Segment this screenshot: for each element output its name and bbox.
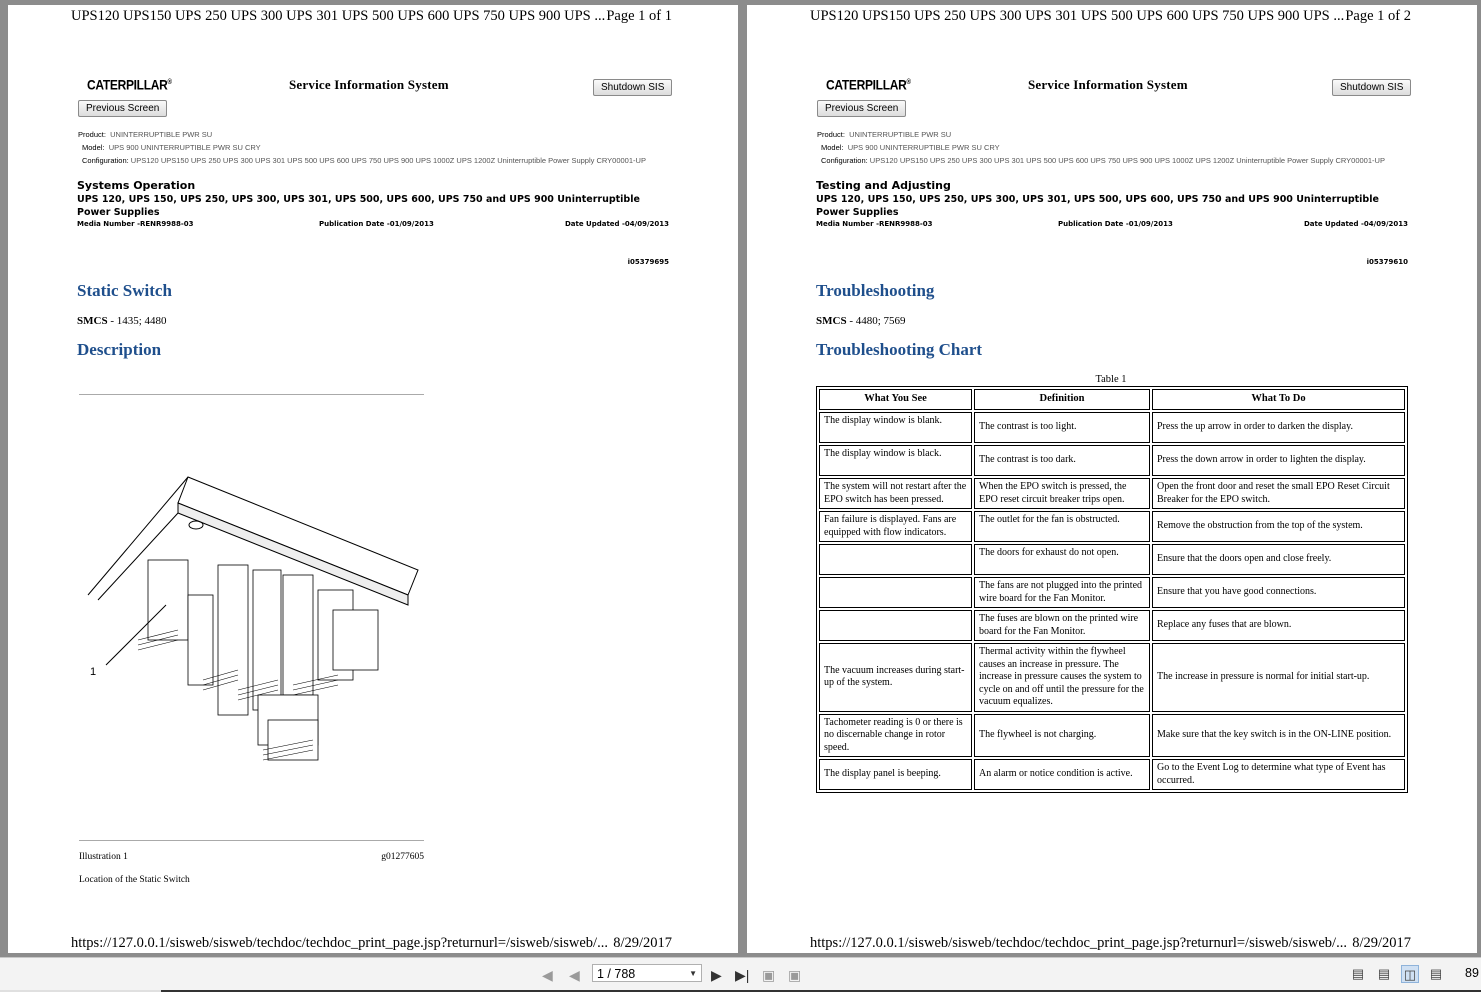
smcs-code: SMCS - 1435; 4480 xyxy=(77,315,167,327)
product-line: Product: UNINTERRUPTIBLE PWR SU xyxy=(817,130,952,139)
table-row xyxy=(819,544,1405,575)
page-number: Page 1 of 1 xyxy=(606,8,672,24)
date-updated: Date Updated -04/09/2013 xyxy=(1303,220,1408,228)
product-line: Product: UNINTERRUPTIBLE PWR SU xyxy=(78,130,213,139)
table-cell xyxy=(819,610,972,641)
footer-date: 8/29/2017 xyxy=(613,935,672,951)
table-row xyxy=(819,759,1405,790)
footer-url: https://127.0.0.1/sisweb/sisweb/techdoc/techdoc_print_page.jsp?returnurl=/sisweb/sisweb/... xyxy=(71,935,608,951)
illustration-label: Illustration 1 xyxy=(79,852,128,862)
column-header: What You See xyxy=(819,389,972,410)
first-page-icon[interactable]: ◀​ xyxy=(542,967,553,983)
document-page-2 xyxy=(747,5,1477,953)
table-row xyxy=(819,714,1405,758)
media-number: Media Number -RENR9988-03 xyxy=(77,220,194,228)
table-row xyxy=(819,445,1405,476)
table-cell: Thermal activity within the flywheel causes an increase in pressure. The increase in pressure causes the system to cycle on and off until the pressure for the vacuum equalizes. xyxy=(974,643,1150,712)
table-cell: The vacuum increases during start-up of the system. xyxy=(819,643,972,712)
document-page-1 xyxy=(8,5,738,953)
single-page-icon[interactable]: ▤ xyxy=(1351,966,1365,981)
footer-url: https://127.0.0.1/sisweb/sisweb/techdoc/techdoc_print_page.jsp?returnurl=/sisweb/sisweb/... xyxy=(810,935,1347,951)
table-cell: Remove the obstruction from the top of the system. xyxy=(1152,511,1405,542)
divider xyxy=(79,840,424,841)
previous-screen-button[interactable]: Previous Screen xyxy=(817,100,906,117)
page-number: Page 1 of 2 xyxy=(1345,8,1411,24)
model-line: Model: UPS 900 UNINTERRUPTIBLE PWR SU CRY xyxy=(82,143,261,152)
two-page-icon[interactable]: ◫ xyxy=(1401,965,1419,983)
next-page-icon[interactable]: ▶ xyxy=(711,967,722,983)
illustration-caption xyxy=(79,852,424,862)
prev-page-icon[interactable]: ◀ xyxy=(569,967,580,983)
continuous-icon[interactable]: ▤ xyxy=(1377,966,1391,981)
table-cell: Fan failure is displayed. Fans are equipped with flow indicators. xyxy=(819,511,972,542)
page-footer xyxy=(8,935,738,953)
page-header xyxy=(747,8,1477,28)
table-row xyxy=(819,577,1405,608)
troubleshooting-table xyxy=(816,386,1408,793)
table-cell: The display panel is beeping. xyxy=(819,759,972,790)
page-header xyxy=(8,8,738,28)
illustration-description: Location of the Static Switch xyxy=(79,875,190,885)
fit-icon[interactable]: ▣ xyxy=(788,967,802,983)
viewer-toolbar xyxy=(0,957,1481,992)
table-cell: When the EPO switch is pressed, the EPO reset circuit breaker trips open. xyxy=(974,478,1150,509)
media-number: Media Number -RENR9988-03 xyxy=(816,220,933,228)
smcs-code: SMCS - 4480; 7569 xyxy=(816,315,906,327)
publication-date: Publication Date -01/09/2013 xyxy=(319,220,434,228)
document-title: UPS 120, UPS 150, UPS 250, UPS 300, UPS 301, UPS 500, UPS 600, UPS 750 and UPS 900 Uninterruptible Power Supplies xyxy=(816,194,1379,218)
table-cell: The fans are not plugged into the printed wire board for the Fan Monitor. xyxy=(974,577,1150,608)
table-caption: Table 1 xyxy=(1095,374,1127,385)
table-cell: Make sure that the key switch is in the ON-LINE position. xyxy=(1152,714,1405,758)
model-line: Model: UPS 900 UNINTERRUPTIBLE PWR SU CRY xyxy=(821,143,1000,152)
two-page-continuous-icon[interactable]: ▤ xyxy=(1429,966,1443,981)
section-heading: Troubleshooting xyxy=(816,281,935,300)
table-cell: Ensure that the doors open and close freely. xyxy=(1152,544,1405,575)
column-header: What To Do xyxy=(1152,389,1405,410)
last-page-icon[interactable]: ▶| xyxy=(735,967,750,983)
table-cell: The fuses are blown on the printed wire board for the Fan Monitor. xyxy=(974,610,1150,641)
static-switch-illustration xyxy=(78,465,428,775)
table-cell: Ensure that you have good connections. xyxy=(1152,577,1405,608)
column-header: Definition xyxy=(974,389,1150,410)
document-id: i05379695 xyxy=(627,258,669,266)
table-cell: An alarm or notice condition is active. xyxy=(974,759,1150,790)
table-cell: The display window is blank. xyxy=(819,412,972,443)
table-cell: Press the up arrow in order to darken the display. xyxy=(1152,412,1405,443)
configuration-line: Configuration: UPS120 UPS150 UPS 250 UPS 300 UPS 301 UPS 500 UPS 600 UPS 750 UPS 900 UPS 1000Z UPS 1200Z Uninterruptible Power Supply CRY00001-UP xyxy=(82,156,646,165)
table-cell: The contrast is too light. xyxy=(974,412,1150,443)
zoom-level[interactable]: 89 xyxy=(1465,966,1479,980)
header-title: UPS120 UPS150 UPS 250 UPS 300 UPS 301 UPS 500 UPS 600 UPS 750 UPS 900 UPS ... xyxy=(71,8,606,24)
header-title: UPS120 UPS150 UPS 250 UPS 300 UPS 301 UPS 500 UPS 600 UPS 750 UPS 900 UPS ... xyxy=(810,8,1345,24)
table-cell xyxy=(819,544,972,575)
table-row xyxy=(819,478,1405,509)
divider xyxy=(79,394,424,395)
sis-title: Service Information System xyxy=(1028,77,1188,92)
table-row xyxy=(819,412,1405,443)
document-type: Testing and Adjusting xyxy=(816,179,951,192)
table-cell xyxy=(819,577,972,608)
footer-date: 8/29/2017 xyxy=(1352,935,1411,951)
page-number-field[interactable]: 1 / 788 ▼ xyxy=(592,964,702,982)
shutdown-sis-button[interactable]: Shutdown SIS xyxy=(593,79,672,96)
illustration-id: g01277605 xyxy=(381,852,424,862)
table-cell: The outlet for the fan is obstructed. xyxy=(974,511,1150,542)
document-title: UPS 120, UPS 150, UPS 250, UPS 300, UPS 301, UPS 500, UPS 600, UPS 750 and UPS 900 Uninterruptible Power Supplies xyxy=(77,194,640,218)
rotate-icon[interactable]: ▣ xyxy=(762,967,776,983)
callout-label: 1 xyxy=(90,666,97,678)
table-row xyxy=(819,643,1405,712)
table-header-row xyxy=(819,389,1405,410)
table-cell: Tachometer reading is 0 or there is no discernable change in rotor speed. xyxy=(819,714,972,758)
table-cell: Open the front door and reset the small EPO Reset Circuit Breaker for the EPO switch. xyxy=(1152,478,1405,509)
table-row xyxy=(819,511,1405,542)
table-cell: The flywheel is not charging. xyxy=(974,714,1150,758)
section-heading: Static Switch xyxy=(77,281,172,300)
table-cell: The system will not restart after the EPO switch has been pressed. xyxy=(819,478,972,509)
document-id: i05379610 xyxy=(1366,258,1408,266)
table-cell: The increase in pressure is normal for initial start-up. xyxy=(1152,643,1405,712)
configuration-line: Configuration: UPS120 UPS150 UPS 250 UPS 300 UPS 301 UPS 500 UPS 600 UPS 750 UPS 900 UPS 1000Z UPS 1200Z Uninterruptible Power Supply CRY00001-UP xyxy=(821,156,1385,165)
table-cell: Press the down arrow in order to lighten the display. xyxy=(1152,445,1405,476)
date-updated: Date Updated -04/09/2013 xyxy=(564,220,669,228)
media-info xyxy=(816,220,1408,228)
subsection-heading: Troubleshooting Chart xyxy=(816,340,983,359)
caterpillar-logo: CATERPILLAR® xyxy=(87,76,172,94)
caterpillar-logo: CATERPILLAR® xyxy=(826,76,911,94)
media-info xyxy=(77,220,669,228)
document-type: Systems Operation xyxy=(77,179,196,192)
table-cell: The doors for exhaust do not open. xyxy=(974,544,1150,575)
subsection-heading: Description xyxy=(77,340,162,359)
sis-title: Service Information System xyxy=(289,77,449,92)
page-footer xyxy=(747,935,1477,953)
table-cell: The display window is black. xyxy=(819,445,972,476)
table-cell: The contrast is too dark. xyxy=(974,445,1150,476)
previous-screen-button[interactable]: Previous Screen xyxy=(78,100,167,117)
publication-date: Publication Date -01/09/2013 xyxy=(1058,220,1173,228)
chevron-down-icon: ▼ xyxy=(689,969,697,978)
table-row xyxy=(819,610,1405,641)
table-cell: Go to the Event Log to determine what type of Event has occurred. xyxy=(1152,759,1405,790)
shutdown-sis-button[interactable]: Shutdown SIS xyxy=(1332,79,1411,96)
table-cell: Replace any fuses that are blown. xyxy=(1152,610,1405,641)
